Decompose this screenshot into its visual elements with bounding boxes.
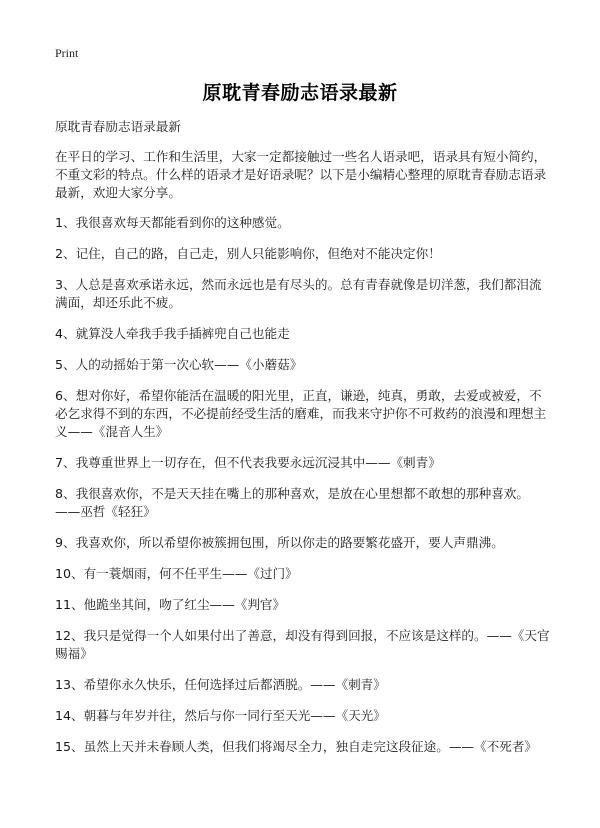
- page-title: 原耽青春励志语录最新: [202, 82, 398, 104]
- quote-item: 13、希望你永久快乐，任何选择过后都洒脱。——《刺青》: [55, 677, 386, 692]
- quote-item: 1、我很喜欢每天都能看到你的这种感觉。: [55, 215, 290, 230]
- print-link[interactable]: Print: [55, 46, 79, 60]
- quote-item: 9、我喜欢你，所以希望你被簇拥包围，所以你走的路要繁花盛开，要人声鼎沸。: [55, 535, 504, 550]
- quote-list: [55, 214, 553, 756]
- quote-item: 2、记住，自己的路，自己走，别人只能影响你，但绝对不能决定你！: [55, 246, 441, 261]
- quote-item: 10、有一蓑烟雨，何不任平生——《过门》: [55, 566, 298, 581]
- article-body: [55, 118, 553, 769]
- quote-item: 6、想对你好，希望你能活在温暖的阳光里，正直，谦逊，纯真，勇敢，去爱或被爱，不必乞求得不到的东西，不必提前经受生活的磨难，而我来守护你不可救药的浪漫和理想主义——《混音人生》: [55, 388, 547, 439]
- quote-item: 15、虽然上天并未眷顾人类，但我们将竭尽全力，独自走完这段征途。——《不死者》: [55, 739, 537, 754]
- article-subtitle: 原耽青春励志语录最新: [55, 119, 181, 134]
- quote-item: 12、我只是觉得一个人如果付出了善意，却没有得到回报，不应该是这样的。——《天官赐福》: [55, 628, 550, 661]
- quote-item: 5、人的动摇始于第一次心软——《小蘑菇》: [55, 357, 303, 372]
- quote-item: 11、他跪坐其间，吻了红尘——《判官》: [55, 597, 286, 612]
- quote-item: 14、朝暮与年岁并往，然后与你一同行至天光——《天光》: [55, 708, 386, 723]
- quote-item: 3、人总是喜欢承诺永远，然而永远也是有尽头的。总有青春就像是切洋葱，我们都泪流满面，却还乐此不疲。: [55, 277, 542, 310]
- article-intro: 在平日的学习、工作和生活里，大家一定都接触过一些名人语录吧，语录具有短小简约，不重文彩的特点。什么样的语录才是好语录呢？以下是小编精心整理的原耽青春励志语录最新，欢迎大家分享。: [55, 149, 547, 200]
- quote-item: 4、就算没人牵我手我手插裤兜自己也能走: [55, 326, 290, 341]
- quote-item: 8、我很喜欢你，不是天天挂在嘴上的那种喜欢，是放在心里想都不敢想的那种喜欢。——巫哲《轻狂》: [55, 486, 529, 519]
- quote-item: 7、我尊重世界上一切存在，但不代表我要永远沉浸其中——《刺青》: [55, 455, 441, 470]
